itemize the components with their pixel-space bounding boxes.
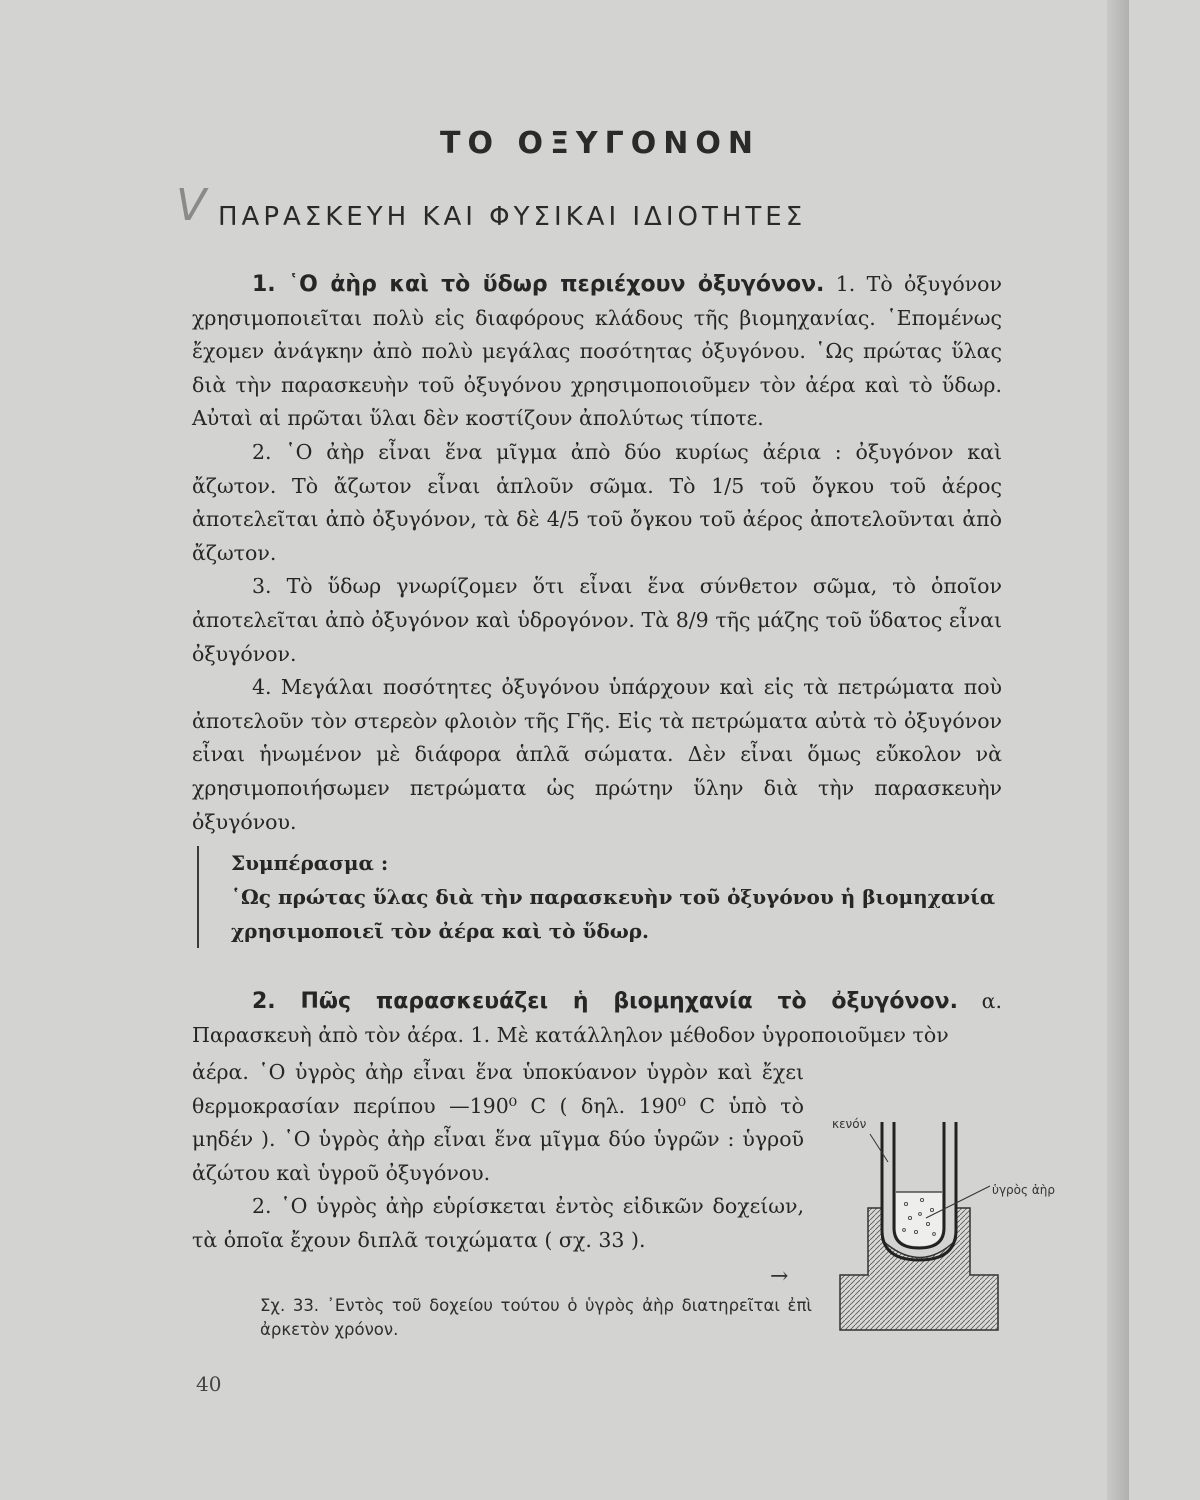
section-2-heading: 2. Πῶς παρασκευάζει ἡ βιομηχανία τὸ ὀξυγόνον. (252, 989, 958, 1014)
section-1-body (192, 268, 1002, 839)
section-1-heading: 1. ῾Ο ἀὴρ καὶ τὸ ὕδωρ περιέχουν ὀξυγόνον. (252, 272, 825, 297)
liquid-air (896, 1192, 942, 1228)
conclusion-text: ῾Ως πρώτας ὕλας διὰ τὴν παρασκευὴν τοῦ ὀξυγόνου ἡ βιομηχανία χρησιμοποιεῖ τὸν ἀέρα καὶ τὸ ὕδωρ. (231, 885, 996, 943)
section-2-lead (192, 985, 1002, 1052)
section-2-paragraph-1: ἀέρα. ῾Ο ὑγρὸς ἀὴρ εἶναι ἕνα ὑποκύανον ὑγρὸν καὶ ἔχει θερμοκρασίαν περίπου —190⁰ C ( δηλ. 190⁰ C ὑπὸ τὸ μηδέν ). ῾Ο ὑγρὸς ἀὴρ εἶναι ἕνα μῖγμα δύο ὑγρῶν : ὑγροῦ ἀζώτου καὶ ὑγροῦ ὀξυγόνου. (192, 1060, 804, 1185)
section-1-paragraph-4: 4. Μεγάλαι ποσότητες ὀξυγόνου ὑπάρχουν καὶ εἰς τὰ πετρώματα ποὺ ἀποτελοῦν τὸν στερεὸν φλοιὸν τῆς Γῆς. Εἰς τὰ πετρώματα αὐτὰ τὸ ὀξυγόνον εἶναι ἡνωμένον μὲ διάφορα ἁπλᾶ σώματα. Δὲν εἶναι ὅμως εὔκολον νὰ χρησιμοποιήσωμεν πετρώματα ὡς πρώτην ὕλην διὰ τὴν παρασκευὴν ὀξυγόνου. (192, 675, 1002, 834)
section-1-paragraph-2: 2. ῾Ο ἀὴρ εἶναι ἕνα μῖγμα ἀπὸ δύο κυρίως ἀέρια : ὀξυγόνον καὶ ἄζωτον. Τὸ ἄζωτον εἶναι ἁπλοῦν σῶμα. Τὸ 1/5 τοῦ ὄγκου τοῦ ἀέρος ἀποτελεῖται ἀπὸ ὀξυγόνον, τὰ δὲ 4/5 τοῦ ὄγκου τοῦ ἀέρος ἀποτελοῦνται ἀπὸ ἄζωτον. (192, 439, 1002, 565)
dewar-flask-figure (820, 1100, 1055, 1330)
section-1-paragraph-3: 3. Τὸ ὕδωρ γνωρίζομεν ὅτι εἶναι ἕνα σύνθετον σῶμα, τὸ ὁποῖον ἀποτελεῖται ἀπὸ ὀξυγόνον καὶ ὑδρογόνον. Τὰ 8/9 τῆς μάζης τοῦ ὕδατος εἶναι ὀξυγόνον. (192, 574, 1002, 666)
arrow-icon: → (770, 1264, 789, 1289)
page-edge (1107, 0, 1129, 1500)
conclusion-label: Συμπέρασμα : (231, 851, 389, 875)
chapter-title: ΤΟ ΟΞΥΓΟΝΟΝ (440, 126, 760, 161)
section-2-lead-text: α. Παρασκευὴ ἀπὸ τὸν ἀέρα. 1. Μὲ κατάλληλον μέθοδον ὑγροποιοῦμεν τὸν (192, 989, 1002, 1047)
label-vacuum: κενόν (832, 1117, 867, 1131)
label-liquid-air: ὑγρὸς ἀὴρ (992, 1183, 1055, 1197)
section-2-paragraph-2: 2. ῾Ο ὑγρὸς ἀὴρ εὑρίσκεται ἐντὸς εἰδικῶν δοχείων, τὰ ὁποῖα ἔχουν διπλᾶ τοιχώματα ( σχ. 33 ). (192, 1194, 804, 1252)
section-1-paragraph-1: 1. Τὸ ὀξυγόνον χρησιμοποιεῖται πολὺ εἰς διαφόρους κλάδους τῆς βιομηχανίας. ῾Επομένως ἔχομεν ἀνάγκην ἀπὸ πολὺ μεγάλας ποσότητας ὀξυγόνου. ῾Ως πρώτας ὕλας διὰ τὴν παρασκευὴν τοῦ ὀξυγόνου χρησιμοποιοῦμεν τὸν ἀέρα καὶ τὸ ὕδωρ. Αὐταὶ αἱ πρῶται ὕλαι δὲν κοστίζουν ἀπολύτως τίποτε. (192, 272, 1002, 431)
figure-caption: Σχ. 33. ᾿Εντὸς τοῦ δοχείου τούτου ὁ ὑγρὸς ἀὴρ διατηρεῖται ἐπὶ ἀρκετὸν χρόνον. (260, 1296, 812, 1339)
section-2-body (192, 1056, 804, 1258)
page-number: 40 (196, 1372, 222, 1396)
section-title: ΠΑΡΑΣΚΕΥΗ ΚΑΙ ΦΥΣΙΚΑΙ ΙΔΙΟΤΗΤΕΣ (218, 202, 807, 232)
handwritten-check-mark: V (176, 180, 207, 231)
conclusion-box (197, 846, 1031, 948)
